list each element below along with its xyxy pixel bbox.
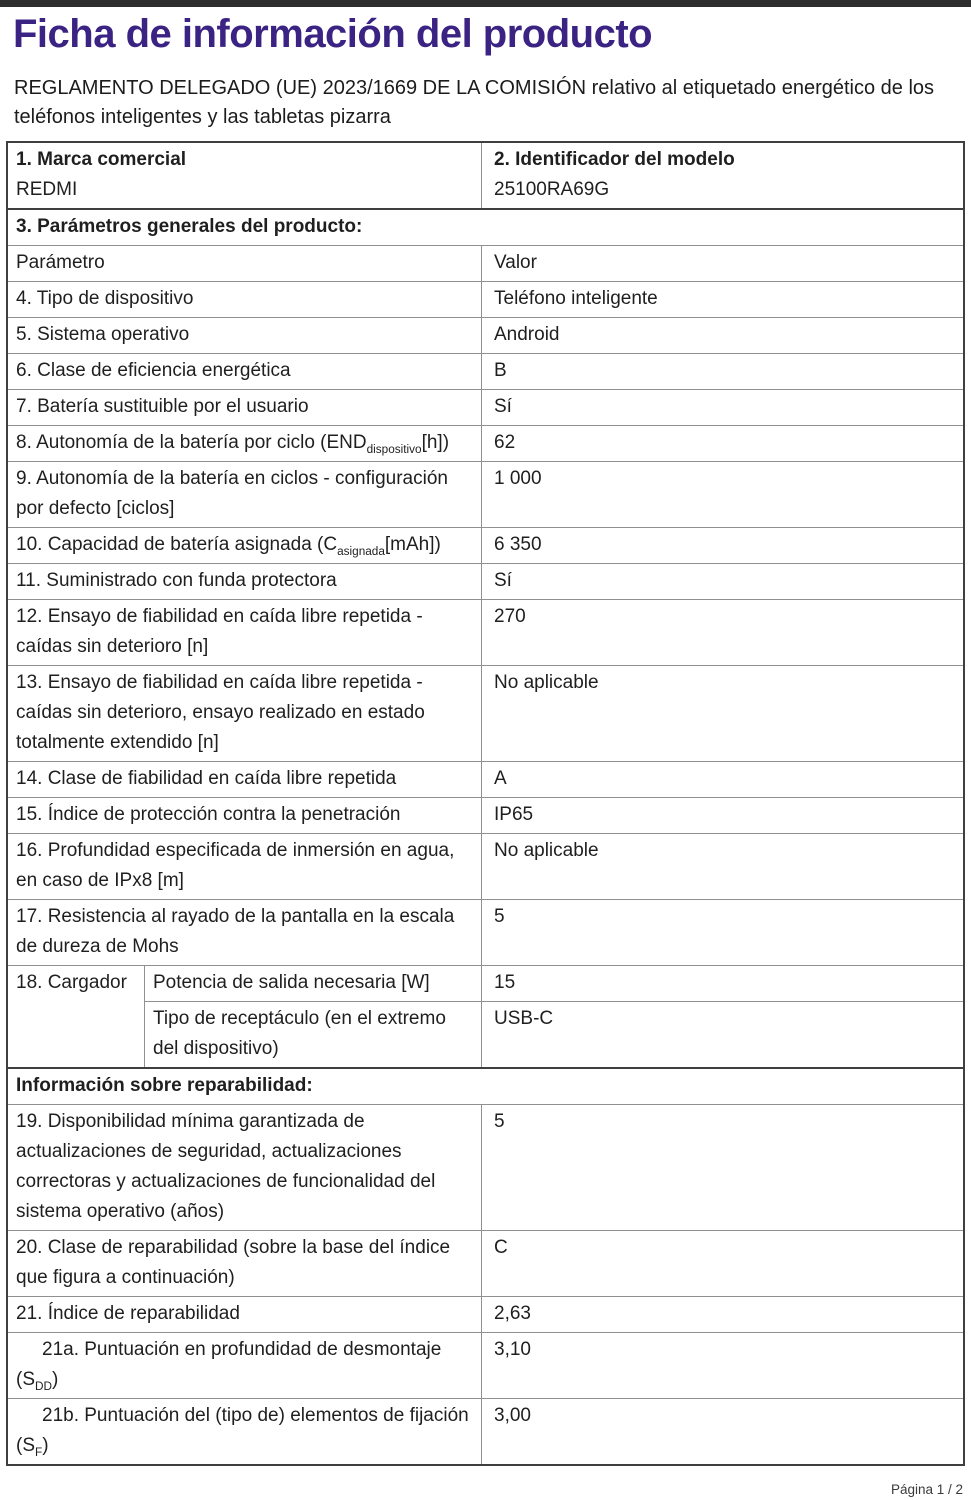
table-row-rated-battery-capacity xyxy=(8,527,963,563)
table-row-free-fall-class xyxy=(8,761,963,797)
section-repairability-label: Información sobre reparabilidad: xyxy=(16,1075,313,1096)
charger-receptacle-value: USB-C xyxy=(481,1001,963,1067)
param-label: 4. Tipo de dispositivo xyxy=(16,288,194,309)
param-value: C xyxy=(481,1231,963,1296)
table-row-fasteners-score xyxy=(8,1398,963,1464)
param-value: 5 xyxy=(481,1105,963,1230)
section-repairability xyxy=(8,1067,963,1104)
param-label: 9. Autonomía de la batería en ciclos - configuración por defecto [ciclos] xyxy=(16,468,448,519)
table-row-battery-endurance-cycles xyxy=(8,461,963,527)
regulation-subtitle: REGLAMENTO DELEGADO (UE) 2023/1669 DE LA COMISIÓN relativo al etiquetado energético de los teléfonos inteligentes y las tabletas pizarra xyxy=(14,77,935,128)
column-header-param: Parámetro xyxy=(16,252,105,273)
param-label: 21. Índice de reparabilidad xyxy=(16,1303,240,1324)
charger-output-power-value: 15 xyxy=(481,966,963,1001)
charger-receptacle-label: Tipo de receptáculo (en el extremo del dispositivo) xyxy=(144,1001,481,1067)
param-value: 6 350 xyxy=(481,528,963,563)
param-value: 3,10 xyxy=(481,1333,963,1398)
param-label: 5. Sistema operativo xyxy=(16,324,190,345)
param-value: 3,00 xyxy=(481,1399,963,1464)
param-value: Teléfono inteligente xyxy=(481,282,963,317)
param-label: 14. Clase de fiabilidad en caída libre repetida xyxy=(16,768,397,789)
param-label: 10. Capacidad de batería asignada $(C_{asignada}[mAh])$ xyxy=(16,534,441,558)
page-indicator: Página 1 / 2 xyxy=(890,1482,963,1497)
model-value: 25100RA69G xyxy=(494,179,610,200)
param-label: 15. Índice de protección contra la penetración xyxy=(16,804,401,825)
param-label: 17. Resistencia al rayado de la pantalla en la escala de dureza de Mohs xyxy=(16,906,455,957)
param-label: 7. Batería sustituible por el usuario xyxy=(16,396,309,417)
table-row-energy-class xyxy=(8,353,963,389)
brand-label: 1. Marca comercial xyxy=(16,149,187,170)
param-label: 19. Disponibilidad mínima garantizada de actualizaciones de seguridad, actualizaciones correctoras y actualizaciones de funcionalidad del sistema operativo (años) xyxy=(16,1111,436,1222)
param-label: 13. Ensayo de fiabilidad en caída libre repetida - caídas sin deterioro, ensayo realizado en estado totalmente extendido [n] xyxy=(16,672,425,753)
param-value: A xyxy=(481,762,963,797)
table-row-update-availability xyxy=(8,1104,963,1230)
table-row-operating-system xyxy=(8,317,963,353)
top-edge-bar xyxy=(0,0,971,7)
section-general-label: 3. Parámetros generales del producto: xyxy=(16,216,363,237)
param-label: 16. Profundidad especificada de inmersión en agua, en caso de IPx8 [m] xyxy=(16,840,455,891)
param-value: IP65 xyxy=(481,798,963,833)
table-row-ingress-protection xyxy=(8,797,963,833)
table-row-device-type xyxy=(8,281,963,317)
param-value: 2,63 xyxy=(481,1297,963,1332)
column-header-row xyxy=(8,245,963,281)
brand-model-row xyxy=(8,143,963,208)
page-title: Ficha de información del producto xyxy=(13,12,653,56)
section-general-parameters xyxy=(8,208,963,245)
table-row-scratch-resistance xyxy=(8,899,963,965)
param-value: B xyxy=(481,354,963,389)
param-value: 62 xyxy=(481,426,963,461)
param-value: 5 xyxy=(481,900,963,965)
table-row-protective-cover xyxy=(8,563,963,599)
table-row-disassembly-depth-score xyxy=(8,1332,963,1398)
table-row-repairability-class xyxy=(8,1230,963,1296)
charger-group-label: 18. Cargador xyxy=(16,972,127,993)
param-value: Sí xyxy=(481,564,963,599)
param-label: 6. Clase de eficiencia energética xyxy=(16,360,291,381)
param-value: No aplicable xyxy=(481,834,963,899)
table-row-battery-endurance-per-cycle xyxy=(8,425,963,461)
param-value: 1 000 xyxy=(481,462,963,527)
param-value: Sí xyxy=(481,390,963,425)
product-parameters-table xyxy=(6,141,965,1466)
param-label: 20. Clase de reparabilidad (sobre la base del índice que figura a continuación) xyxy=(16,1237,451,1288)
param-label: 11. Suministrado con funda protectora xyxy=(16,570,337,591)
charger-output-power-label: Potencia de salida necesaria [W] xyxy=(144,966,481,1001)
model-label: 2. Identificador del modelo xyxy=(494,149,735,170)
param-value: No aplicable xyxy=(481,666,963,761)
table-row-repairability-index xyxy=(8,1296,963,1332)
table-row-free-fall-test xyxy=(8,599,963,665)
model-cell xyxy=(481,143,963,208)
table-row-free-fall-test-extended xyxy=(8,665,963,761)
param-label: 12. Ensayo de fiabilidad en caída libre repetida - caídas sin deterioro [n] xyxy=(16,606,423,657)
param-label: 21b. Puntuación del (tipo de) elementos de fijación $(S_F)$ xyxy=(16,1405,469,1459)
param-label: 8. Autonomía de la batería por ciclo $(END_{dispositivo}[h])$ xyxy=(16,432,450,456)
table-row-immersion-depth xyxy=(8,833,963,899)
param-value: 270 xyxy=(481,600,963,665)
brand-value: REDMI xyxy=(16,179,78,200)
brand-cell xyxy=(8,143,481,208)
column-header-value: Valor xyxy=(481,246,963,281)
table-row-user-replaceable-battery xyxy=(8,389,963,425)
table-row-charger-group xyxy=(8,965,963,1067)
param-label: 21a. Puntuación en profundidad de desmontaje $(S_{DD})$ xyxy=(16,1339,442,1393)
param-value: Android xyxy=(481,318,963,353)
